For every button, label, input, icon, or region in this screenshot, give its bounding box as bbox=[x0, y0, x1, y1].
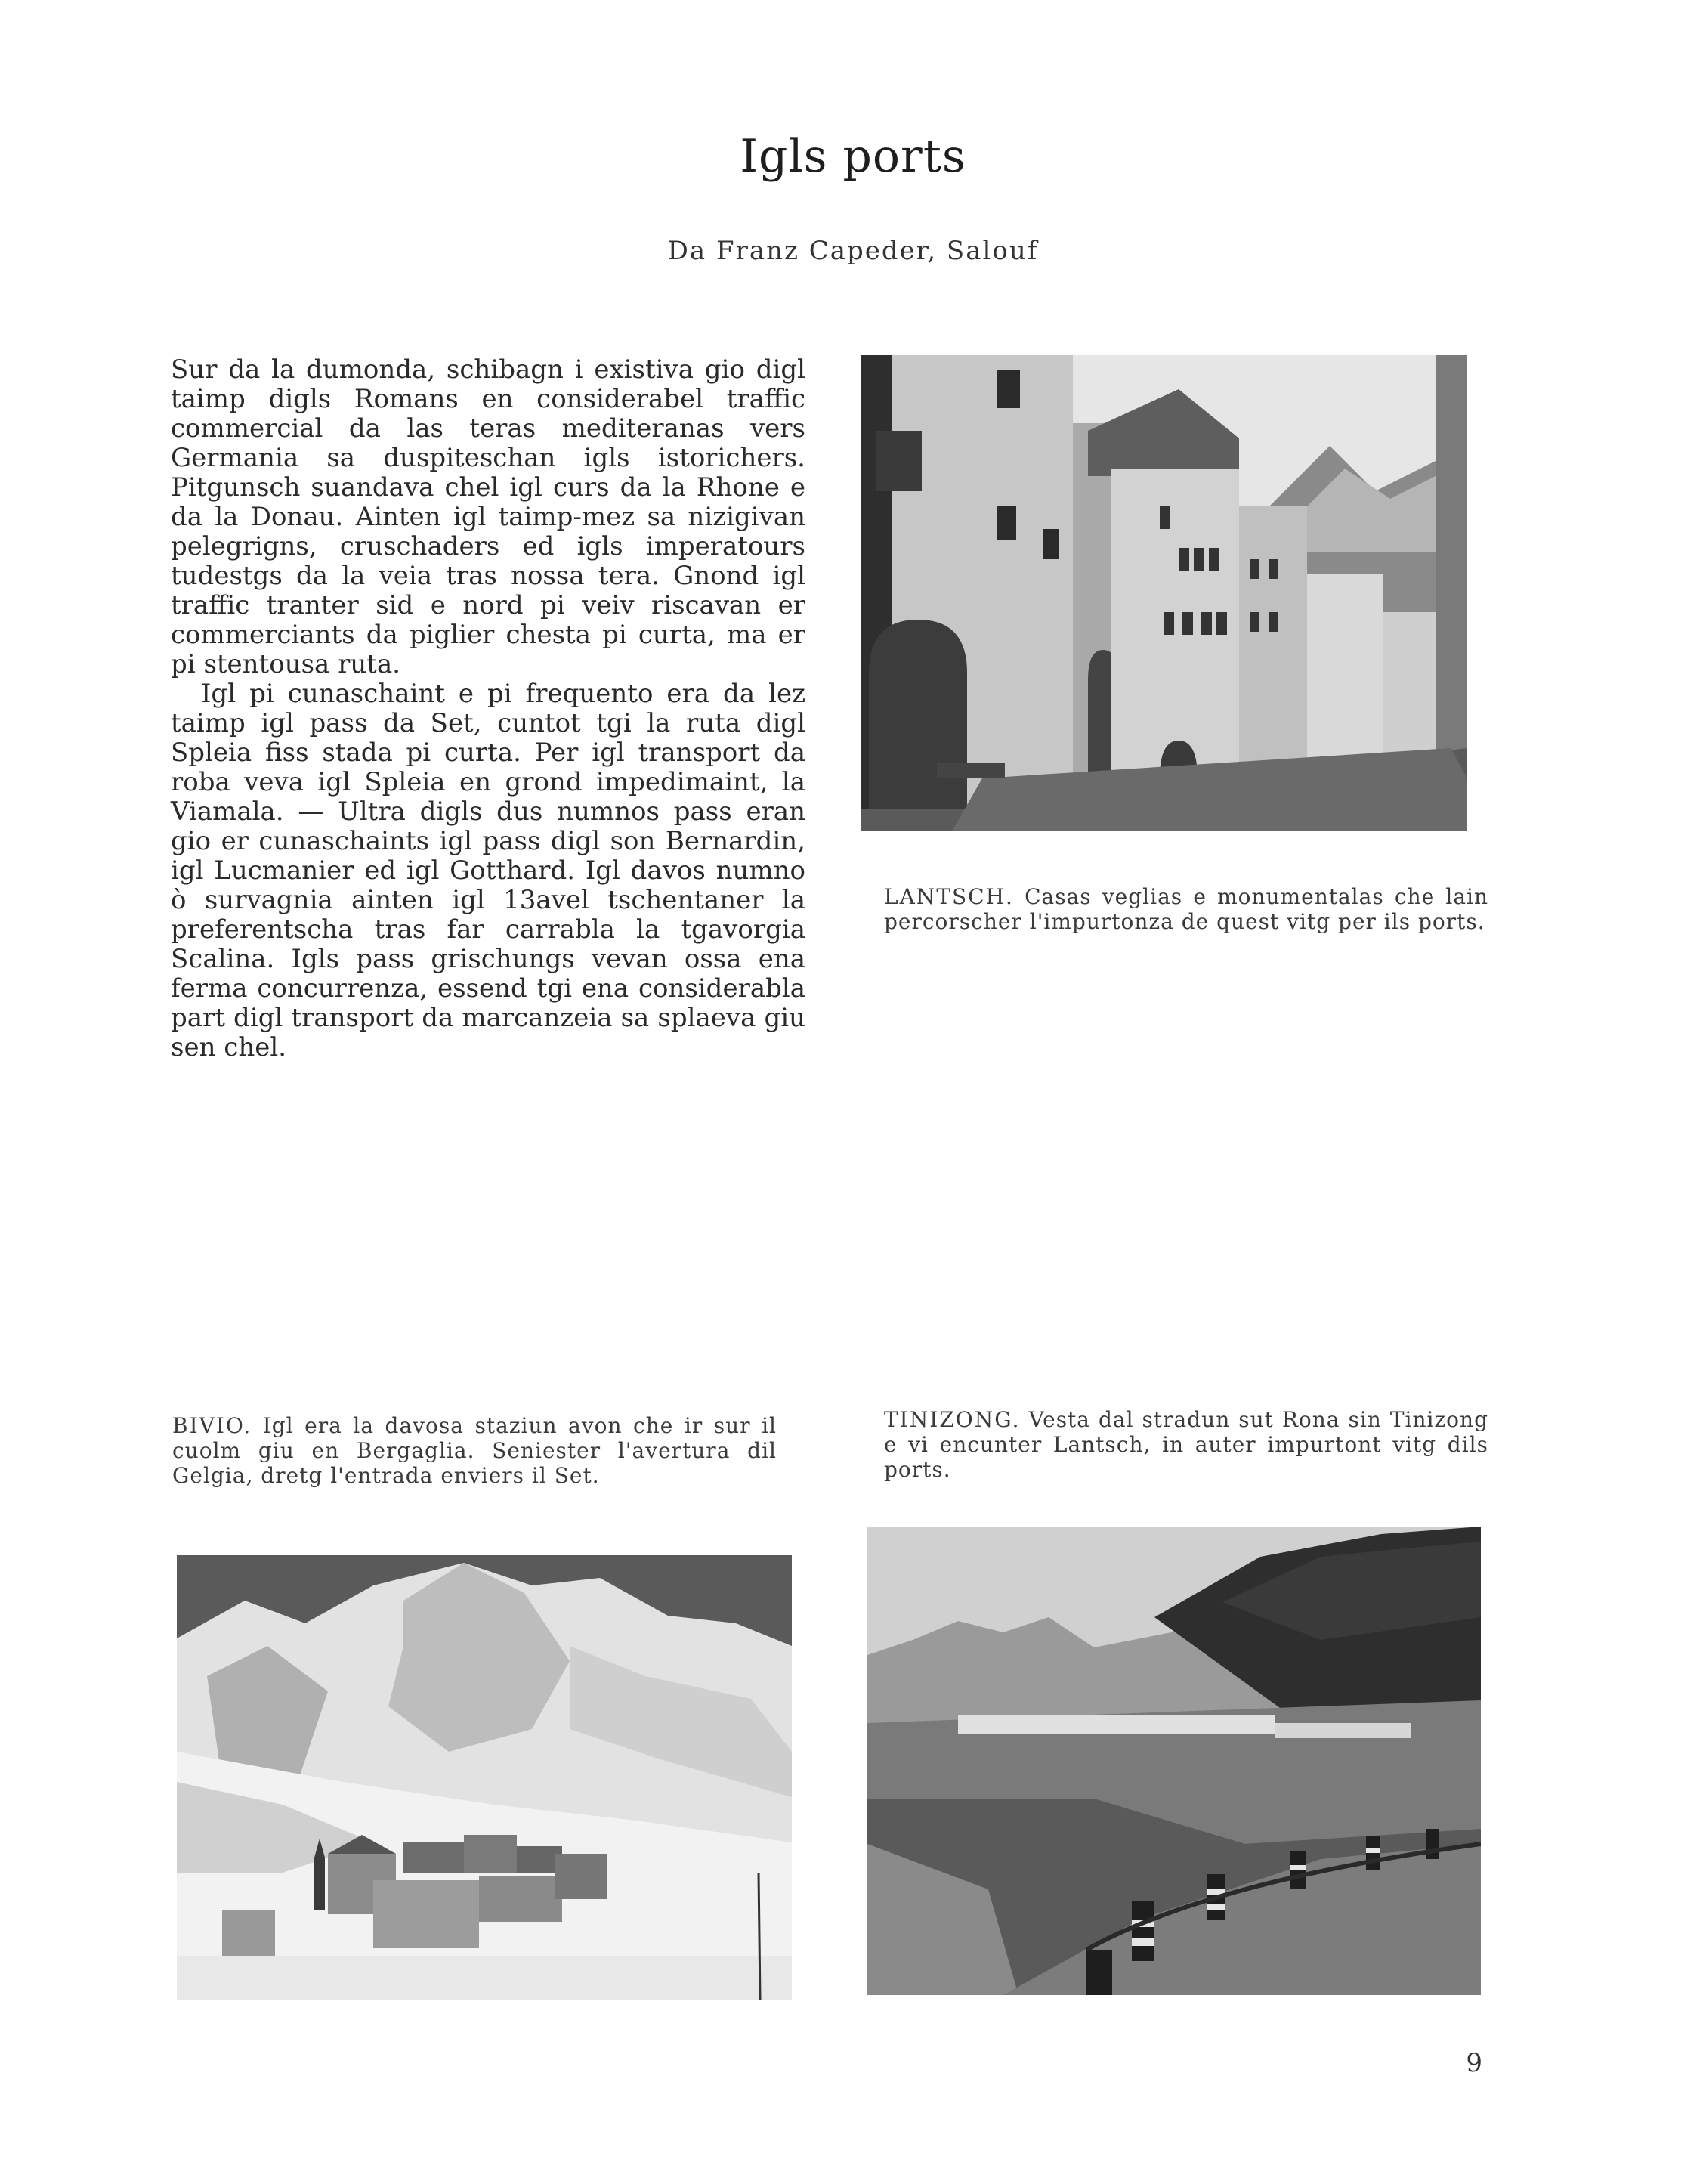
tinizong-caption bbox=[884, 1407, 1488, 1482]
article-author: Da Franz Capeder, Salouf bbox=[667, 236, 1039, 266]
page-number: 9 bbox=[1466, 2048, 1482, 2078]
lantsch-caption bbox=[884, 884, 1488, 934]
lantsch-photo bbox=[861, 355, 1467, 831]
paragraph: Sur da la dumonda, schibagn i existiva gio digl taimp digls Romans en considerabel traffic commercial da las teras mediteranas vers Germania sa duspiteschan igls istorichers. Pitgunsch suandava chel igl curs da la Rhone e da la Donau. Ainten igl taimp-mez sa nizigivan pelegrigns, cruschaders ed igls imperatours tudestgs da la veia tras nossa tera. Gnond igl traffic tranter sid e nord pi veiv riscavan er commerciants da piglier chesta pi curta, ma er pi stentousa ruta. bbox=[171, 354, 805, 679]
tinizong-caption-place: TINIZONG. bbox=[884, 1407, 1021, 1432]
lantsch-caption-place: LANTSCH. bbox=[884, 884, 1014, 909]
tinizong-photo bbox=[867, 1527, 1481, 1995]
bivio-caption-place: BIVIO. bbox=[172, 1413, 252, 1438]
bivio-photo bbox=[177, 1555, 792, 2000]
article-body bbox=[171, 355, 805, 1063]
tinizong-caption-text: Vesta dal stradun sut Rona sin Tinizong e vi encunter Lantsch, in auter impurtont vitg dils ports. bbox=[884, 1407, 1488, 1482]
bivio-caption bbox=[172, 1413, 777, 1488]
lantsch-caption-text: Casas veglias e monumentalas che lain percorscher l'impurtonza de quest vitg per ils ports. bbox=[884, 884, 1489, 934]
article-title: Igls ports bbox=[740, 130, 966, 183]
paragraph: Igl pi cunaschaint e pi frequento era da lez taimp igl pass da Set, cuntot tgi la ruta digl Spleia fiss stada pi curta. Per igl transport da roba veva igl Spleia en grond impedimaint, la Viamala. — Ultra digls dus numnos pass eran gio er cunaschaints igl pass digl son Bernardin, igl Lucmanier ed igl Gotthard. Igl davos numno ò survagnia ainten igl 13avel tschentaner la preferentscha tras far carrabla la tgavorgia Scalina. Igls pass grischungs vevan ossa ena ferma concurrenza, essend tgi ena considerabla part digl transport da marcanzeia sa splaeva giu sen chel. bbox=[171, 679, 805, 1063]
bivio-caption-text: Igl era la davosa staziun avon che ir sur il cuolm giu en Bergaglia. Seniester l'avertura dil Gelgia, dretg l'entrada enviers il Set. bbox=[172, 1413, 777, 1488]
